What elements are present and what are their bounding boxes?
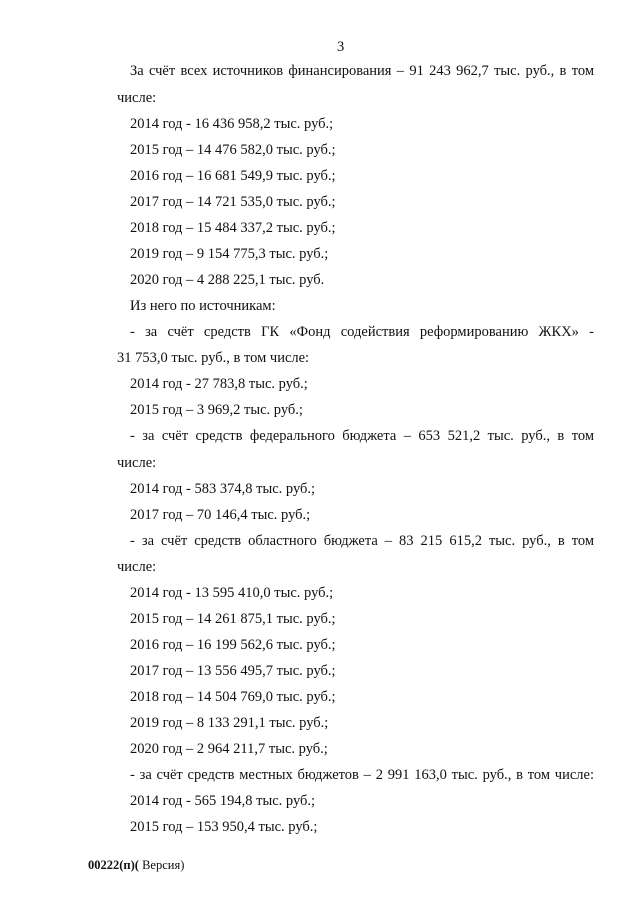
text-line: 2017 год – 14 721 535,0 тыс. руб.; (130, 194, 336, 210)
text-line: числе: (117, 455, 157, 471)
text-line: 2019 год – 8 133 291,1 тыс. руб.; (130, 715, 329, 731)
text-line: числе: (117, 90, 157, 106)
text-line: 2015 год – 14 476 582,0 тыс. руб.; (130, 142, 336, 158)
text-line: 2016 год – 16 681 549,9 тыс. руб.; (130, 168, 336, 184)
text-line: числе: (117, 559, 157, 575)
text-line: 2014 год - 16 436 958,2 тыс. руб.; (130, 116, 334, 132)
text-line: 2014 год - 27 783,8 тыс. руб.; (130, 376, 308, 392)
text-line: 2017 год – 70 146,4 тыс. руб.; (130, 507, 311, 523)
text-line: - за счёт средств местных бюджетов – 2 991 163,0 тыс. руб., в том числе: (130, 767, 594, 783)
text-line: - за счёт средств ГК «Фонд содействия реформированию ЖКХ» - (130, 324, 594, 340)
page-number: 3 (337, 39, 345, 55)
text-line: 2020 год – 4 288 225,1 тыс. руб. (130, 272, 325, 288)
text-line: 2015 год – 14 261 875,1 тыс. руб.; (130, 611, 336, 627)
text-line: 2014 год - 13 595 410,0 тыс. руб.; (130, 585, 334, 601)
document-footer (88, 856, 184, 874)
text-line: 2017 год – 13 556 495,7 тыс. руб.; (130, 663, 336, 679)
text-line: - за счёт средств областного бюджета – 83 215 615,2 тыс. руб., в том (130, 533, 594, 549)
text-line: Из него по источникам: (130, 298, 276, 314)
text-line: 2015 год – 153 950,4 тыс. руб.; (130, 819, 318, 835)
text-line: 2014 год - 565 194,8 тыс. руб.; (130, 793, 316, 809)
text-line: - за счёт средств федерального бюджета – 653 521,2 тыс. руб., в том (130, 428, 594, 444)
text-line: 2020 год – 2 964 211,7 тыс. руб.; (130, 741, 328, 757)
text-line: 2018 год – 14 504 769,0 тыс. руб.; (130, 689, 336, 705)
text-line: За счёт всех источников финансирования – 91 243 962,7 тыс. руб., в том (130, 63, 594, 79)
text-line: 2018 год – 15 484 337,2 тыс. руб.; (130, 220, 336, 236)
text-line: 2015 год – 3 969,2 тыс. руб.; (130, 402, 303, 418)
footer-code: 00222(п)( (88, 858, 139, 872)
text-line: 2014 год - 583 374,8 тыс. руб.; (130, 481, 316, 497)
text-line: 2019 год – 9 154 775,3 тыс. руб.; (130, 246, 329, 262)
footer-version: Версия) (138, 858, 185, 872)
text-line: 31 753,0 тыс. руб., в том числе: (117, 350, 310, 366)
text-line: 2016 год – 16 199 562,6 тыс. руб.; (130, 637, 336, 653)
